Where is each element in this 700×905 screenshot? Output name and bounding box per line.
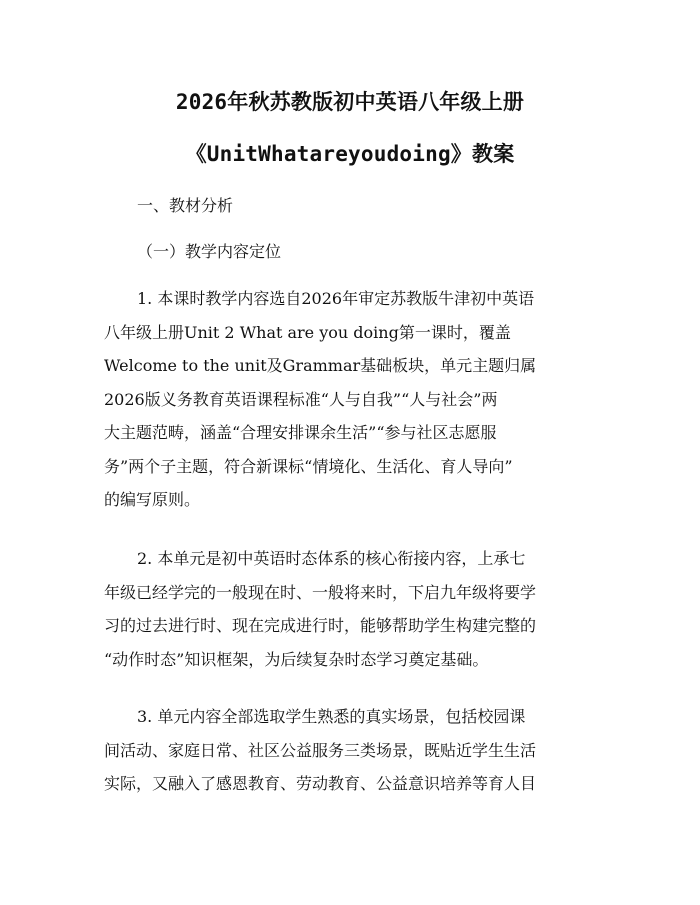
- paragraph-line: 八年级上册Unit 2 What are you doing第一课时，覆盖: [104, 322, 511, 342]
- section-heading: 一、教材分析: [137, 196, 234, 215]
- paragraph-line: 的编写原则。: [104, 490, 201, 509]
- paragraph-3: [104, 700, 604, 801]
- paragraph-line: 间活动、家庭日常、社区公益服务三类场景，既贴近学生生活: [104, 740, 537, 760]
- paragraph-line: 3. 单元内容全部选取学生熟悉的真实场景，包括校园课: [137, 707, 526, 726]
- paragraph-1: [104, 282, 604, 517]
- document-title-line-2: 《UnitWhatareyoudoing》教案: [185, 142, 515, 166]
- paragraph-line: “动作时态”知识框架，为后续复杂时态学习奠定基础。: [104, 649, 489, 669]
- subsection-heading: （一）教学内容定位: [137, 242, 282, 261]
- paragraph-2: [104, 542, 604, 676]
- paragraph-line: 2026版义务教育英语课程标准“人与自我”“人与社会”两: [104, 389, 498, 409]
- paragraph-line: 大主题范畴，涵盖“合理安排课余生活”“参与社区志愿服: [104, 423, 497, 442]
- paragraph-line: Welcome to the unit及Grammar基础板块，单元主题归属: [104, 356, 537, 375]
- paragraph-line: 实际，又融入了感恩教育、劳动教育、公益意识培养等育人目: [104, 774, 537, 793]
- paragraph-line: 年级已经学完的一般现在时、一般将来时，下启九年级将要学: [104, 582, 537, 602]
- paragraph-line: 2. 本单元是初中英语时态体系的核心衔接内容，上承七: [137, 549, 526, 568]
- paragraph-line: 1. 本课时教学内容选自2026年审定苏教版牛津初中英语: [137, 289, 535, 308]
- paragraph-line: 务”两个子主题，符合新课标“情境化、生活化、育人导向”: [104, 456, 513, 476]
- paragraph-line: 习的过去进行时、现在完成进行时，能够帮助学生构建完整的: [104, 616, 537, 635]
- document-title-line-1: 2026年秋苏教版初中英语八年级上册: [175, 90, 525, 114]
